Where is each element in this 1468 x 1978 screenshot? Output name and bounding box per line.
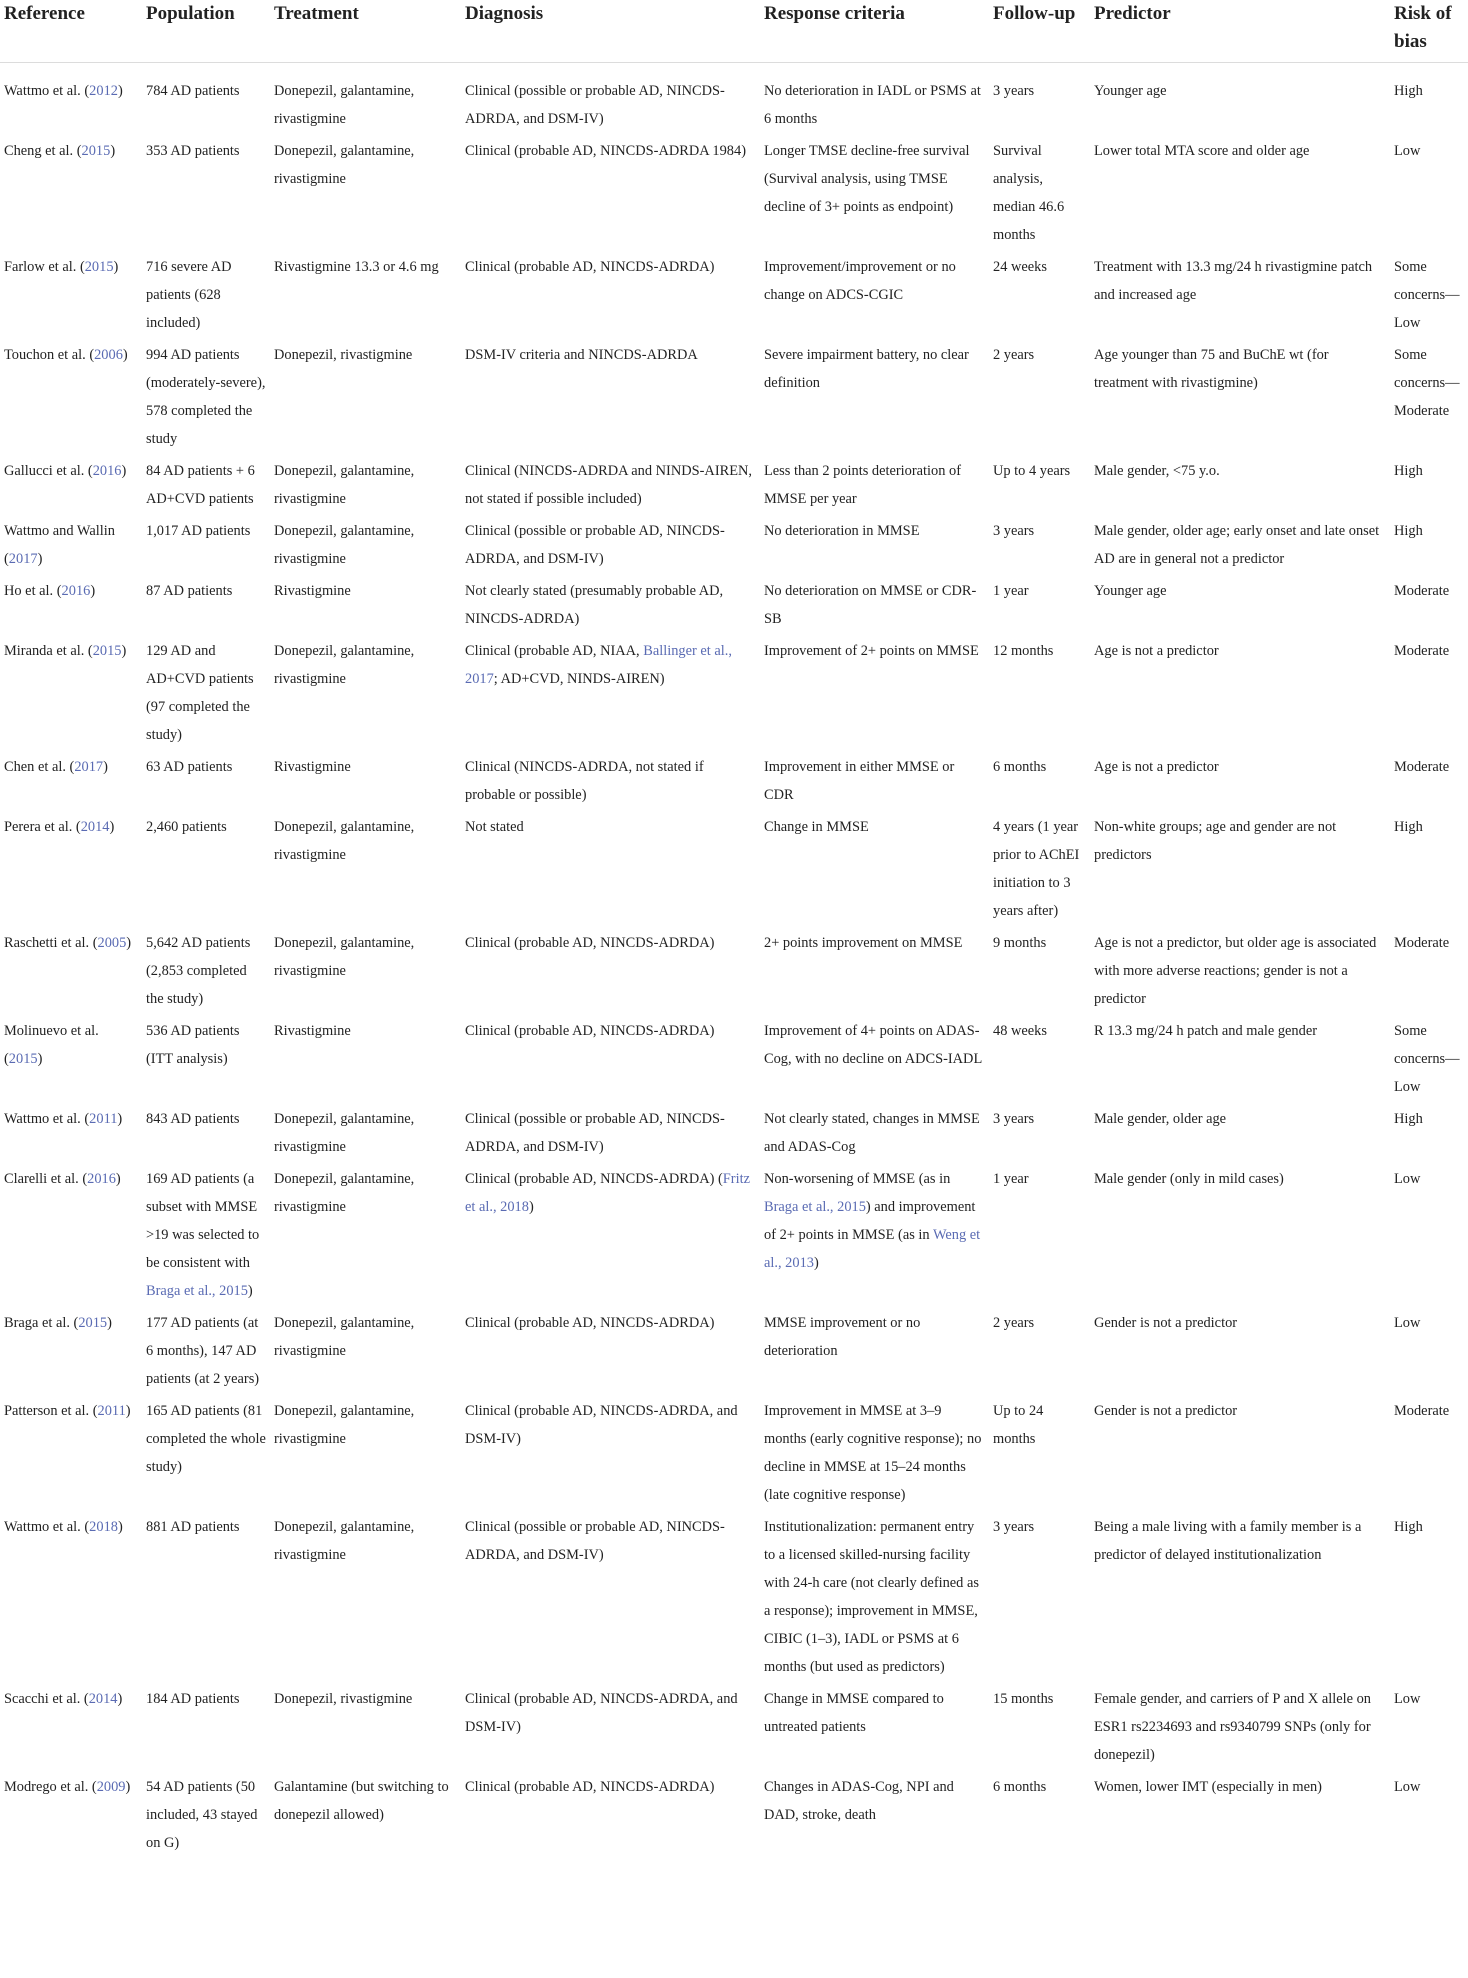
- bias-cell: High: [1394, 819, 1423, 835]
- treatment-cell: Donepezil, galantamine, rivastigmine: [274, 143, 415, 187]
- treatment-cell: Donepezil, galantamine, rivastigmine: [274, 463, 415, 507]
- table-row: [0, 133, 1468, 249]
- population-cell: [142, 1161, 270, 1305]
- response-cell: Improvement in either MMSE or CDR: [764, 759, 955, 803]
- bias-cell: Some concerns—Moderate: [1394, 347, 1460, 419]
- followup-cell: Survival analysis, median 46.6 months: [993, 143, 1065, 243]
- reference-cell: Wattmo et al. (2011): [4, 1111, 123, 1127]
- table-row: [0, 453, 1468, 513]
- diagnosis-cell: Clinical (possible or probable AD, NINCDS-ADRDA, and DSM-IV): [465, 83, 725, 127]
- citation-link[interactable]: Braga et al., 2015: [146, 1283, 248, 1299]
- header-follow-up: Follow-up: [993, 3, 1076, 24]
- reference-cell: Raschetti et al. (2005): [4, 935, 132, 951]
- followup-cell: 3 years: [993, 1111, 1035, 1127]
- predictor-cell: Age is not a predictor, but older age is associated with more adverse reactions; gender is not a predictor: [1094, 935, 1377, 1007]
- population-cell: 843 AD patients: [146, 1111, 240, 1127]
- diagnosis-cell: Clinical (probable AD, NINCDS-ADRDA, and DSM-IV): [465, 1691, 738, 1735]
- response-cell: Longer TMSE decline-free survival (Survival analysis, using TMSE decline of 3+ points as endpoint): [764, 143, 970, 215]
- table-row: [0, 925, 1468, 1013]
- reference-cell: Braga et al. (2015): [4, 1315, 112, 1331]
- treatment-cell: Donepezil, galantamine, rivastigmine: [274, 1403, 415, 1447]
- followup-cell: 12 months: [993, 643, 1054, 659]
- response-text: ): [813, 1255, 819, 1271]
- population-cell: 129 AD and AD+CVD patients (97 completed the study): [146, 643, 254, 743]
- reference-cell: Miranda et al. (2015): [4, 643, 127, 659]
- treatment-cell: Rivastigmine 13.3 or 4.6 mg: [274, 259, 439, 275]
- population-cell: 2,460 patients: [146, 819, 227, 835]
- reference-year-link[interactable]: 2015: [81, 143, 111, 159]
- table-row: [0, 513, 1468, 573]
- treatment-cell: Donepezil, rivastigmine: [274, 1691, 413, 1707]
- reference-name: Patterson et al.: [4, 1403, 90, 1419]
- header-risk-of-bias: Risk of bias: [1394, 3, 1452, 52]
- treatment-cell: Donepezil, galantamine, rivastigmine: [274, 935, 415, 979]
- response-cell: Not clearly stated, changes in MMSE and ADAS-Cog: [764, 1111, 980, 1155]
- reference-name: Clarelli et al.: [4, 1171, 79, 1187]
- diagnosis-text: Clinical (probable AD, NINCDS-ADRDA) (: [465, 1171, 723, 1187]
- response-cell: Change in MMSE: [764, 819, 869, 835]
- reference-cell: Molinuevo et al. (2015): [4, 1023, 99, 1067]
- population-cell: 87 AD patients: [146, 583, 233, 599]
- reference-cell: Gallucci et al. (2016): [4, 463, 127, 479]
- reference-year-link[interactable]: 2017: [74, 759, 104, 775]
- response-cell: [760, 1161, 989, 1305]
- table-row: [0, 1509, 1468, 1681]
- reference-year-link[interactable]: 2012: [89, 83, 118, 99]
- population-cell: 353 AD patients: [146, 143, 240, 159]
- reference-name: Ho et al.: [4, 583, 54, 599]
- followup-cell: 3 years: [993, 523, 1035, 539]
- diagnosis-cell: Clinical (probable AD, NINCDS-ADRDA): [465, 1315, 715, 1331]
- reference-cell: Touchon et al. (2006): [4, 347, 128, 363]
- reference-name: Farlow et al.: [4, 259, 77, 275]
- table-row: [0, 1161, 1468, 1305]
- followup-cell: Up to 4 years: [993, 463, 1071, 479]
- population-cell: 165 AD patients (81 completed the whole study): [146, 1403, 266, 1475]
- bias-cell: Low: [1394, 1315, 1421, 1331]
- treatment-cell: Donepezil, galantamine, rivastigmine: [274, 1111, 415, 1155]
- treatment-cell: Donepezil, galantamine, rivastigmine: [274, 1519, 415, 1563]
- citation-link[interactable]: Braga et al., 2015: [764, 1199, 866, 1215]
- predictor-cell: Lower total MTA score and older age: [1094, 143, 1310, 159]
- reference-name: Wattmo et al.: [4, 1519, 81, 1535]
- treatment-cell: Rivastigmine: [274, 759, 351, 775]
- reference-year-link[interactable]: 2006: [94, 347, 123, 363]
- population-cell: 5,642 AD patients (2,853 completed the study): [146, 935, 251, 1007]
- bias-cell: Some concerns—Low: [1394, 259, 1460, 331]
- response-cell: Improvement/improvement or no change on ADCS-CGIC: [764, 259, 956, 303]
- bias-cell: High: [1394, 463, 1423, 479]
- citation-link[interactable]: Fritz et al., 2018: [465, 1171, 750, 1215]
- reference-name: Modrego et al.: [4, 1779, 89, 1795]
- reference-year-link[interactable]: 2005: [97, 935, 127, 951]
- diagnosis-cell: Clinical (probable AD, NINCDS-ADRDA): [465, 259, 715, 275]
- diagnosis-cell: Clinical (probable AD, NINCDS-ADRDA): [465, 1779, 715, 1795]
- population-text: 169 AD patients (a subset with MMSE >19 was selected to be consistent with: [146, 1171, 260, 1271]
- header-predictor: Predictor: [1094, 3, 1171, 24]
- population-cell: 54 AD patients (50 included, 43 stayed on G): [146, 1779, 258, 1851]
- followup-cell: 3 years: [993, 83, 1035, 99]
- diagnosis-cell: Not clearly stated (presumably probable AD, NINCDS-ADRDA): [465, 583, 724, 627]
- reference-name: Cheng et al.: [4, 143, 74, 159]
- bias-cell: Low: [1394, 1779, 1421, 1795]
- reference-year-link[interactable]: 2014: [80, 819, 110, 835]
- diagnosis-cell: Clinical (possible or probable AD, NINCDS-ADRDA, and DSM-IV): [465, 1519, 725, 1563]
- diagnosis-cell: Clinical (possible or probable AD, NINCDS-ADRDA, and DSM-IV): [465, 523, 725, 567]
- response-cell: Less than 2 points deterioration of MMSE per year: [764, 463, 962, 507]
- reference-name: Perera et al.: [4, 819, 73, 835]
- reference-year-link[interactable]: 2015: [78, 1315, 108, 1331]
- population-cell: 184 AD patients: [146, 1691, 240, 1707]
- reference-name: Raschetti et al.: [4, 935, 90, 951]
- reference-year-link[interactable]: 2016: [87, 1171, 116, 1187]
- response-cell: Improvement of 2+ points on MMSE: [764, 643, 979, 659]
- population-cell: 784 AD patients: [146, 83, 240, 99]
- diagnosis-text: Clinical (probable AD, NIAA,: [465, 643, 644, 659]
- response-cell: No deterioration in MMSE: [764, 523, 920, 539]
- header-treatment: Treatment: [274, 3, 359, 24]
- reference-cell: Wattmo et al. (2012): [4, 83, 123, 99]
- diagnosis-cell: Clinical (probable AD, NINCDS-ADRDA): [465, 1023, 715, 1039]
- treatment-cell: Donepezil, galantamine, rivastigmine: [274, 643, 415, 687]
- bias-cell: High: [1394, 1519, 1423, 1535]
- treatment-cell: Donepezil, galantamine, rivastigmine: [274, 83, 415, 127]
- reference-cell: Cheng et al. (2015): [4, 143, 116, 159]
- bias-cell: Low: [1394, 1691, 1421, 1707]
- bias-cell: Moderate: [1394, 583, 1450, 599]
- predictor-cell: Gender is not a predictor: [1094, 1403, 1238, 1419]
- reference-year-link[interactable]: 2014: [88, 1691, 118, 1707]
- table-row: [0, 809, 1468, 925]
- population-cell: 84 AD patients + 6 AD+CVD patients: [146, 463, 255, 507]
- predictor-cell: Gender is not a predictor: [1094, 1315, 1238, 1331]
- bias-cell: Moderate: [1394, 935, 1450, 951]
- predictor-cell: Female gender, and carriers of P and X allele on ESR1 rs2234693 and rs9340799 SNPs (only for donepezil): [1094, 1691, 1371, 1763]
- citation-link[interactable]: Ballinger et al., 2017: [465, 643, 732, 687]
- predictor-cell: R 13.3 mg/24 h patch and male gender: [1094, 1023, 1317, 1039]
- reference-cell: Chen et al. (2017): [4, 759, 108, 775]
- response-cell: Changes in ADAS-Cog, NPI and DAD, stroke, death: [764, 1779, 954, 1823]
- reference-year-link[interactable]: 2017: [8, 551, 38, 567]
- header-reference: Reference: [4, 3, 85, 24]
- diagnosis-cell: Clinical (NINCDS-ADRDA and NINDS-AIREN, not stated if possible included): [465, 463, 752, 507]
- bias-cell: High: [1394, 83, 1423, 99]
- bias-cell: Low: [1394, 1171, 1421, 1187]
- table-row: [0, 633, 1468, 749]
- table-row: [0, 63, 1468, 134]
- followup-cell: 1 year: [993, 583, 1029, 599]
- population-cell: 63 AD patients: [146, 759, 233, 775]
- table-row: [0, 1769, 1468, 1857]
- reference-name: Wattmo et al.: [4, 83, 81, 99]
- followup-cell: 24 weeks: [993, 259, 1047, 275]
- response-cell: Improvement of 4+ points on ADAS-Cog, with no decline on ADCS-IADL: [764, 1023, 983, 1067]
- diagnosis-text: ): [528, 1199, 534, 1215]
- table-row: [0, 1013, 1468, 1101]
- predictor-cell: Younger age: [1094, 83, 1167, 99]
- treatment-cell: Donepezil, galantamine, rivastigmine: [274, 819, 415, 863]
- reference-year-link[interactable]: 2011: [97, 1403, 126, 1419]
- response-cell: Change in MMSE compared to untreated patients: [764, 1691, 944, 1735]
- reference-cell: Clarelli et al. (2016): [4, 1171, 121, 1187]
- reference-cell: Patterson et al. (2011): [4, 1403, 131, 1419]
- population-cell: 994 AD patients (moderately-severe), 578 completed the study: [146, 347, 266, 447]
- predictor-cell: Non-white groups; age and gender are not predictors: [1094, 819, 1337, 863]
- response-cell: No deterioration in IADL or PSMS at 6 months: [764, 83, 981, 127]
- predictor-cell: Age is not a predictor: [1094, 759, 1219, 775]
- population-text: ): [247, 1283, 253, 1299]
- predictor-cell: Women, lower IMT (especially in men): [1094, 1779, 1322, 1795]
- treatment-cell: Rivastigmine: [274, 583, 351, 599]
- followup-cell: 9 months: [993, 935, 1047, 951]
- followup-cell: 2 years: [993, 1315, 1035, 1331]
- predictor-cell: Male gender, older age: [1094, 1111, 1227, 1127]
- predictor-cell: Male gender, older age; early onset and late onset AD are in general not a predictor: [1094, 523, 1380, 567]
- table-row: [0, 1305, 1468, 1393]
- header-diagnosis: Diagnosis: [465, 3, 544, 24]
- treatment-cell: Rivastigmine: [274, 1023, 351, 1039]
- bias-cell: Moderate: [1394, 759, 1450, 775]
- treatment-cell: Donepezil, rivastigmine: [274, 347, 413, 363]
- population-cell: 716 severe AD patients (628 included): [146, 259, 232, 331]
- followup-cell: 1 year: [993, 1171, 1029, 1187]
- reference-year-link[interactable]: 2015: [8, 1051, 38, 1067]
- followup-cell: Up to 24 months: [993, 1403, 1044, 1447]
- bias-cell: High: [1394, 1111, 1423, 1127]
- table-row: [0, 249, 1468, 337]
- diagnosis-cell: DSM-IV criteria and NINCDS-ADRDA: [465, 347, 698, 363]
- header-population: Population: [146, 3, 235, 24]
- table-row: [0, 1681, 1468, 1769]
- followup-cell: 6 months: [993, 1779, 1047, 1795]
- bias-cell: Low: [1394, 143, 1421, 159]
- reference-name: Wattmo and Wallin: [4, 523, 115, 539]
- diagnosis-text: ; AD+CVD, NINDS-AIREN): [493, 671, 665, 687]
- reference-year-link[interactable]: 2016: [61, 583, 91, 599]
- reference-year-link[interactable]: 2011: [89, 1111, 118, 1127]
- reference-name: Gallucci et al.: [4, 463, 85, 479]
- followup-cell: 2 years: [993, 347, 1035, 363]
- bias-cell: Some concerns—Low: [1394, 1023, 1460, 1095]
- response-text: Non-worsening of MMSE (as in: [764, 1171, 951, 1187]
- reference-name: Scacchi et al.: [4, 1691, 81, 1707]
- reference-year-link[interactable]: 2009: [96, 1779, 126, 1795]
- citation-link[interactable]: Weng et al., 2013: [764, 1227, 981, 1271]
- diagnosis-cell: Clinical (probable AD, NINCDS-ADRDA, and DSM-IV): [465, 1403, 738, 1447]
- followup-cell: 4 years (1 year prior to AChEI initiation to 3 years after): [993, 819, 1080, 919]
- bias-cell: High: [1394, 523, 1423, 539]
- population-cell: 536 AD patients (ITT analysis): [146, 1023, 240, 1067]
- header-response-criteria: Response criteria: [764, 3, 905, 24]
- diagnosis-cell: Clinical (NINCDS-ADRDA, not stated if probable or possible): [465, 759, 704, 803]
- bias-cell: Moderate: [1394, 1403, 1450, 1419]
- predictor-cell: Younger age: [1094, 583, 1167, 599]
- table-row: [0, 1393, 1468, 1509]
- reference-year-link[interactable]: 2015: [92, 643, 122, 659]
- treatment-cell: Donepezil, galantamine, rivastigmine: [274, 1171, 415, 1215]
- diagnosis-cell: Not stated: [465, 819, 524, 835]
- predictor-cell: Male gender (only in mild cases): [1094, 1171, 1284, 1187]
- table-row: [0, 1101, 1468, 1161]
- predictor-cell: Male gender, <75 y.o.: [1094, 463, 1220, 479]
- table-row: [0, 337, 1468, 453]
- reference-name: Molinuevo et al.: [4, 1023, 99, 1039]
- response-cell: Improvement in MMSE at 3–9 months (early cognitive response); no decline in MMSE at 15–24 months (late cognitive response): [764, 1403, 982, 1503]
- followup-cell: 48 weeks: [993, 1023, 1047, 1039]
- reference-cell: Wattmo and Wallin (2017): [4, 523, 115, 567]
- treatment-cell: Donepezil, galantamine, rivastigmine: [274, 523, 415, 567]
- diagnosis-cell: [461, 1161, 760, 1305]
- followup-cell: 15 months: [993, 1691, 1054, 1707]
- treatment-cell: Galantamine (but switching to donepezil allowed): [274, 1779, 449, 1823]
- followup-cell: 3 years: [993, 1519, 1035, 1535]
- reference-year-link[interactable]: 2015: [84, 259, 114, 275]
- predictor-cell: Age is not a predictor: [1094, 643, 1219, 659]
- reference-year-link[interactable]: 2018: [89, 1519, 118, 1535]
- reference-cell: Scacchi et al. (2014): [4, 1691, 123, 1707]
- reference-cell: Modrego et al. (2009): [4, 1779, 131, 1795]
- reference-cell: Ho et al. (2016): [4, 583, 96, 599]
- reference-name: Chen et al.: [4, 759, 66, 775]
- followup-cell: 6 months: [993, 759, 1047, 775]
- population-cell: 177 AD patients (at 6 months), 147 AD patients (at 2 years): [146, 1315, 260, 1387]
- reference-name: Miranda et al.: [4, 643, 85, 659]
- response-cell: Severe impairment battery, no clear definition: [764, 347, 969, 391]
- bias-cell: Moderate: [1394, 643, 1450, 659]
- predictor-cell: Being a male living with a family member is a predictor of delayed institutionalization: [1094, 1519, 1362, 1563]
- reference-name: Wattmo et al.: [4, 1111, 81, 1127]
- response-cell: MMSE improvement or no deterioration: [764, 1315, 921, 1359]
- response-cell: Institutionalization: permanent entry to a licensed skilled-nursing facility with 24-h care (not clearly defined as a response); improvement in MMSE, CIBIC (1–3), IADL or PSMS at 6 months (but used as predictors): [764, 1519, 979, 1675]
- response-cell: 2+ points improvement on MMSE: [764, 935, 963, 951]
- diagnosis-cell: Clinical (possible or probable AD, NINCDS-ADRDA, and DSM-IV): [465, 1111, 725, 1155]
- response-text: ) and improvement of 2+ points in MMSE (as in: [764, 1199, 976, 1243]
- reference-name: Braga et al.: [4, 1315, 70, 1331]
- treatment-cell: Donepezil, galantamine, rivastigmine: [274, 1315, 415, 1359]
- header-row: [0, 0, 1468, 63]
- population-cell: 881 AD patients: [146, 1519, 240, 1535]
- diagnosis-cell: Clinical (probable AD, NINCDS-ADRDA 1984): [465, 143, 746, 159]
- predictor-cell: Age younger than 75 and BuChE wt (for treatment with rivastigmine): [1094, 347, 1329, 391]
- reference-cell: Farlow et al. (2015): [4, 259, 119, 275]
- diagnosis-cell: [461, 633, 760, 749]
- table-row: [0, 749, 1468, 809]
- table-row: [0, 573, 1468, 633]
- diagnosis-cell: Clinical (probable AD, NINCDS-ADRDA): [465, 935, 715, 951]
- predictor-cell: Treatment with 13.3 mg/24 h rivastigmine patch and increased age: [1094, 259, 1373, 303]
- reference-cell: Wattmo et al. (2018): [4, 1519, 123, 1535]
- reference-year-link[interactable]: 2016: [92, 463, 122, 479]
- reference-cell: Perera et al. (2014): [4, 819, 115, 835]
- population-cell: 1,017 AD patients: [146, 523, 251, 539]
- reference-name: Touchon et al.: [4, 347, 86, 363]
- response-cell: No deterioration on MMSE or CDR-SB: [764, 583, 977, 627]
